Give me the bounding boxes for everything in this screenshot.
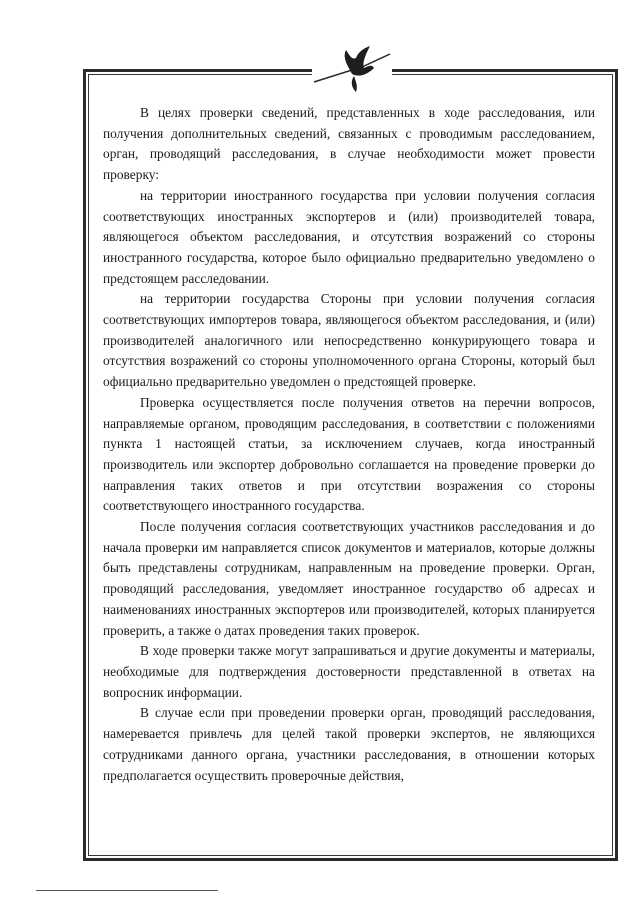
paragraph-experts: В случае если при проведении проверки орган, проводящий расследования, намеревается привлечь для целей такой проверки экспертов, не являющихся сотрудниками данного органа, участники расследования, в отношении которых предполагается осуществить проверочные действия, [103, 705, 595, 783]
footnote-divider [36, 890, 218, 891]
paragraph-party-territory: на территории государства Стороны при условии получения согласия соответствующих импортеров товара, являющегося объектом расследования, и (или) производителей аналогичного или непосредственно конкурирующего товара и отсутствия возражений со стороны уполномоченного органа Стороны, который был официально предварительно уведомлен о предстоящей проверке. [103, 291, 595, 390]
paragraph-documents-list: После получения согласия соответствующих участников расследования и до начала проверки им направляется список документов и материалов, которые должны быть представлены сотрудникам, направленным на проведение проверки. Орган, проводящий расследования, уведомляет иностранное государство об адресах и наименованиях иностранных экспортеров или производителей, которых планируется проверить, а также о датах проведения таких проверок. [103, 519, 595, 638]
emblem-icon [312, 44, 392, 94]
paragraph-additional-documents: В ходе проверки также могут запрашиваться и другие документы и материалы, необходимые для подтверждения достоверности представленной в ответах на вопросник информации. [103, 643, 595, 700]
paragraph-foreign-territory: на территории иностранного государства при условии получения согласия соответствующих иностранных экспортеров и (или) производителей товара, являющегося объектом расследования, и отсутствия возражений со стороны иностранного государства, которое было официально предварительно уведомлено о предстоящем расследовании. [103, 187, 595, 286]
document-body [103, 103, 595, 786]
paragraph-verification-timing: Проверка осуществляется после получения ответов на перечни вопросов, направляемые органом, проводящим расследования, в соответствии с положениями пункта 1 настоящей статьи, за исключением случаев, когда иностранный производитель или экспортер добровольно соглашается на проведение проверки до направления таких ответов и при отсутствии возражения со стороны соответствующего иностранного государства. [103, 394, 595, 514]
paragraph-intro: В целях проверки сведений, представленных в ходе расследования, или получения дополнительных сведений, связанных с проводимым расследованием, орган, проводящий расследования, в случае необходимости может провести проверку: [103, 105, 595, 183]
